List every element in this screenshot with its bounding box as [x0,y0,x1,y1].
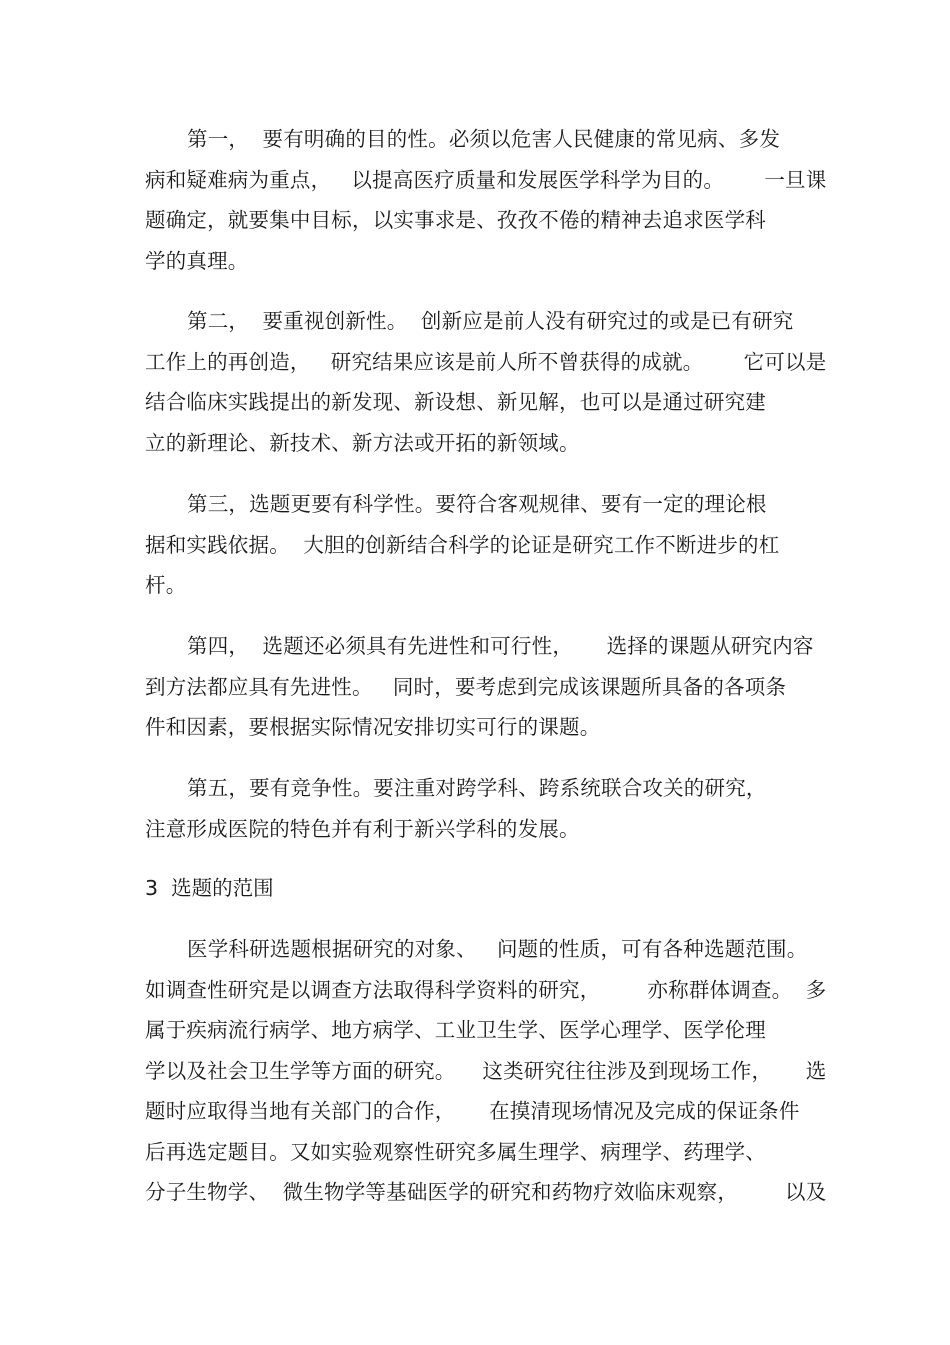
section-heading: 3 选题的范围 [145,876,274,900]
paragraph-scope [145,929,827,1213]
paragraph-innovation [145,301,827,463]
text-line: 第四， 选题还必须具有先进性和可行性， 选择的课题从研究内容 [187,634,814,658]
text-line: 学以及社会卫生学等方面的研究。 这类研究往往涉及到现场工作， 选 [145,1058,827,1083]
text-line: 医学科研选题根据研究的对象、 问题的性质，可有各种选题范围。 [187,937,808,961]
text-line: 工作上的再创造， 研究结果应该是前人所不曾获得的成就。 它可以是 [145,349,827,374]
text-line: 据和实践依据。 大胆的创新结合科学的论证是研究工作不断进步的杠 [145,532,780,557]
text-line: 题确定，就要集中目标，以实事求是、孜孜不倦的精神去追求医学科 [145,208,766,232]
text-line: 第五，要有竞争性。要注重对跨学科、跨系统联合攻关的研究， [187,776,767,800]
text-line: 到方法都应具有先进性。 同时，要考虑到完成该课题所具备的各项条 [145,674,787,699]
text-line: 如调查性研究是以调查方法取得科学资料的研究， 亦称群体调查。 多 [145,977,827,1002]
text-line: 学的真理。 [145,248,249,273]
text-line: 分子生物学、 微生物学等基础医学的研究和药物疗效临床观察， 以及 [145,1180,827,1204]
text-line: 结合临床实践提出的新发现、新设想、新见解，也可以是通过研究建 [145,390,766,414]
text-line: 立的新理论、新技术、新方法或开拓的新领域。 [145,430,580,455]
text-line: 件和因素，要根据实际情况安排切实可行的课题。 [145,715,601,739]
text-line: 第一， 要有明确的目的性。必须以危害人民健康的常见病、多发 [187,127,781,151]
paragraph-feasibility [145,626,815,748]
text-line: 题时应取得当地有关部门的合作， 在摸清现场情况及完成的保证条件 [145,1099,800,1123]
paragraph-purpose [145,119,827,281]
paragraph-scientific [145,484,815,606]
text-line: 属于疾病流行病学、地方病学、工业卫生学、医学心理学、医学伦理 [145,1018,766,1042]
text-line: 第二， 要重视创新性。 创新应是前人没有研究过的或是已有研究 [187,309,794,333]
text-line: 第三，选题更要有科学性。要符合客观规律、要有一定的理论根 [187,492,767,516]
paragraph-competitiveness [145,768,815,849]
text-line: 杆。 [145,573,187,597]
text-line: 注意形成医院的特色并有利于新兴学科的发展。 [145,816,580,841]
text-line: 后再选定题目。又如实验观察性研究多属生理学、病理学、药理学、 [145,1139,766,1164]
text-line: 病和疑难病为重点， 以提高医疗质量和发展医学科学为目的。 一旦课 [145,167,827,192]
